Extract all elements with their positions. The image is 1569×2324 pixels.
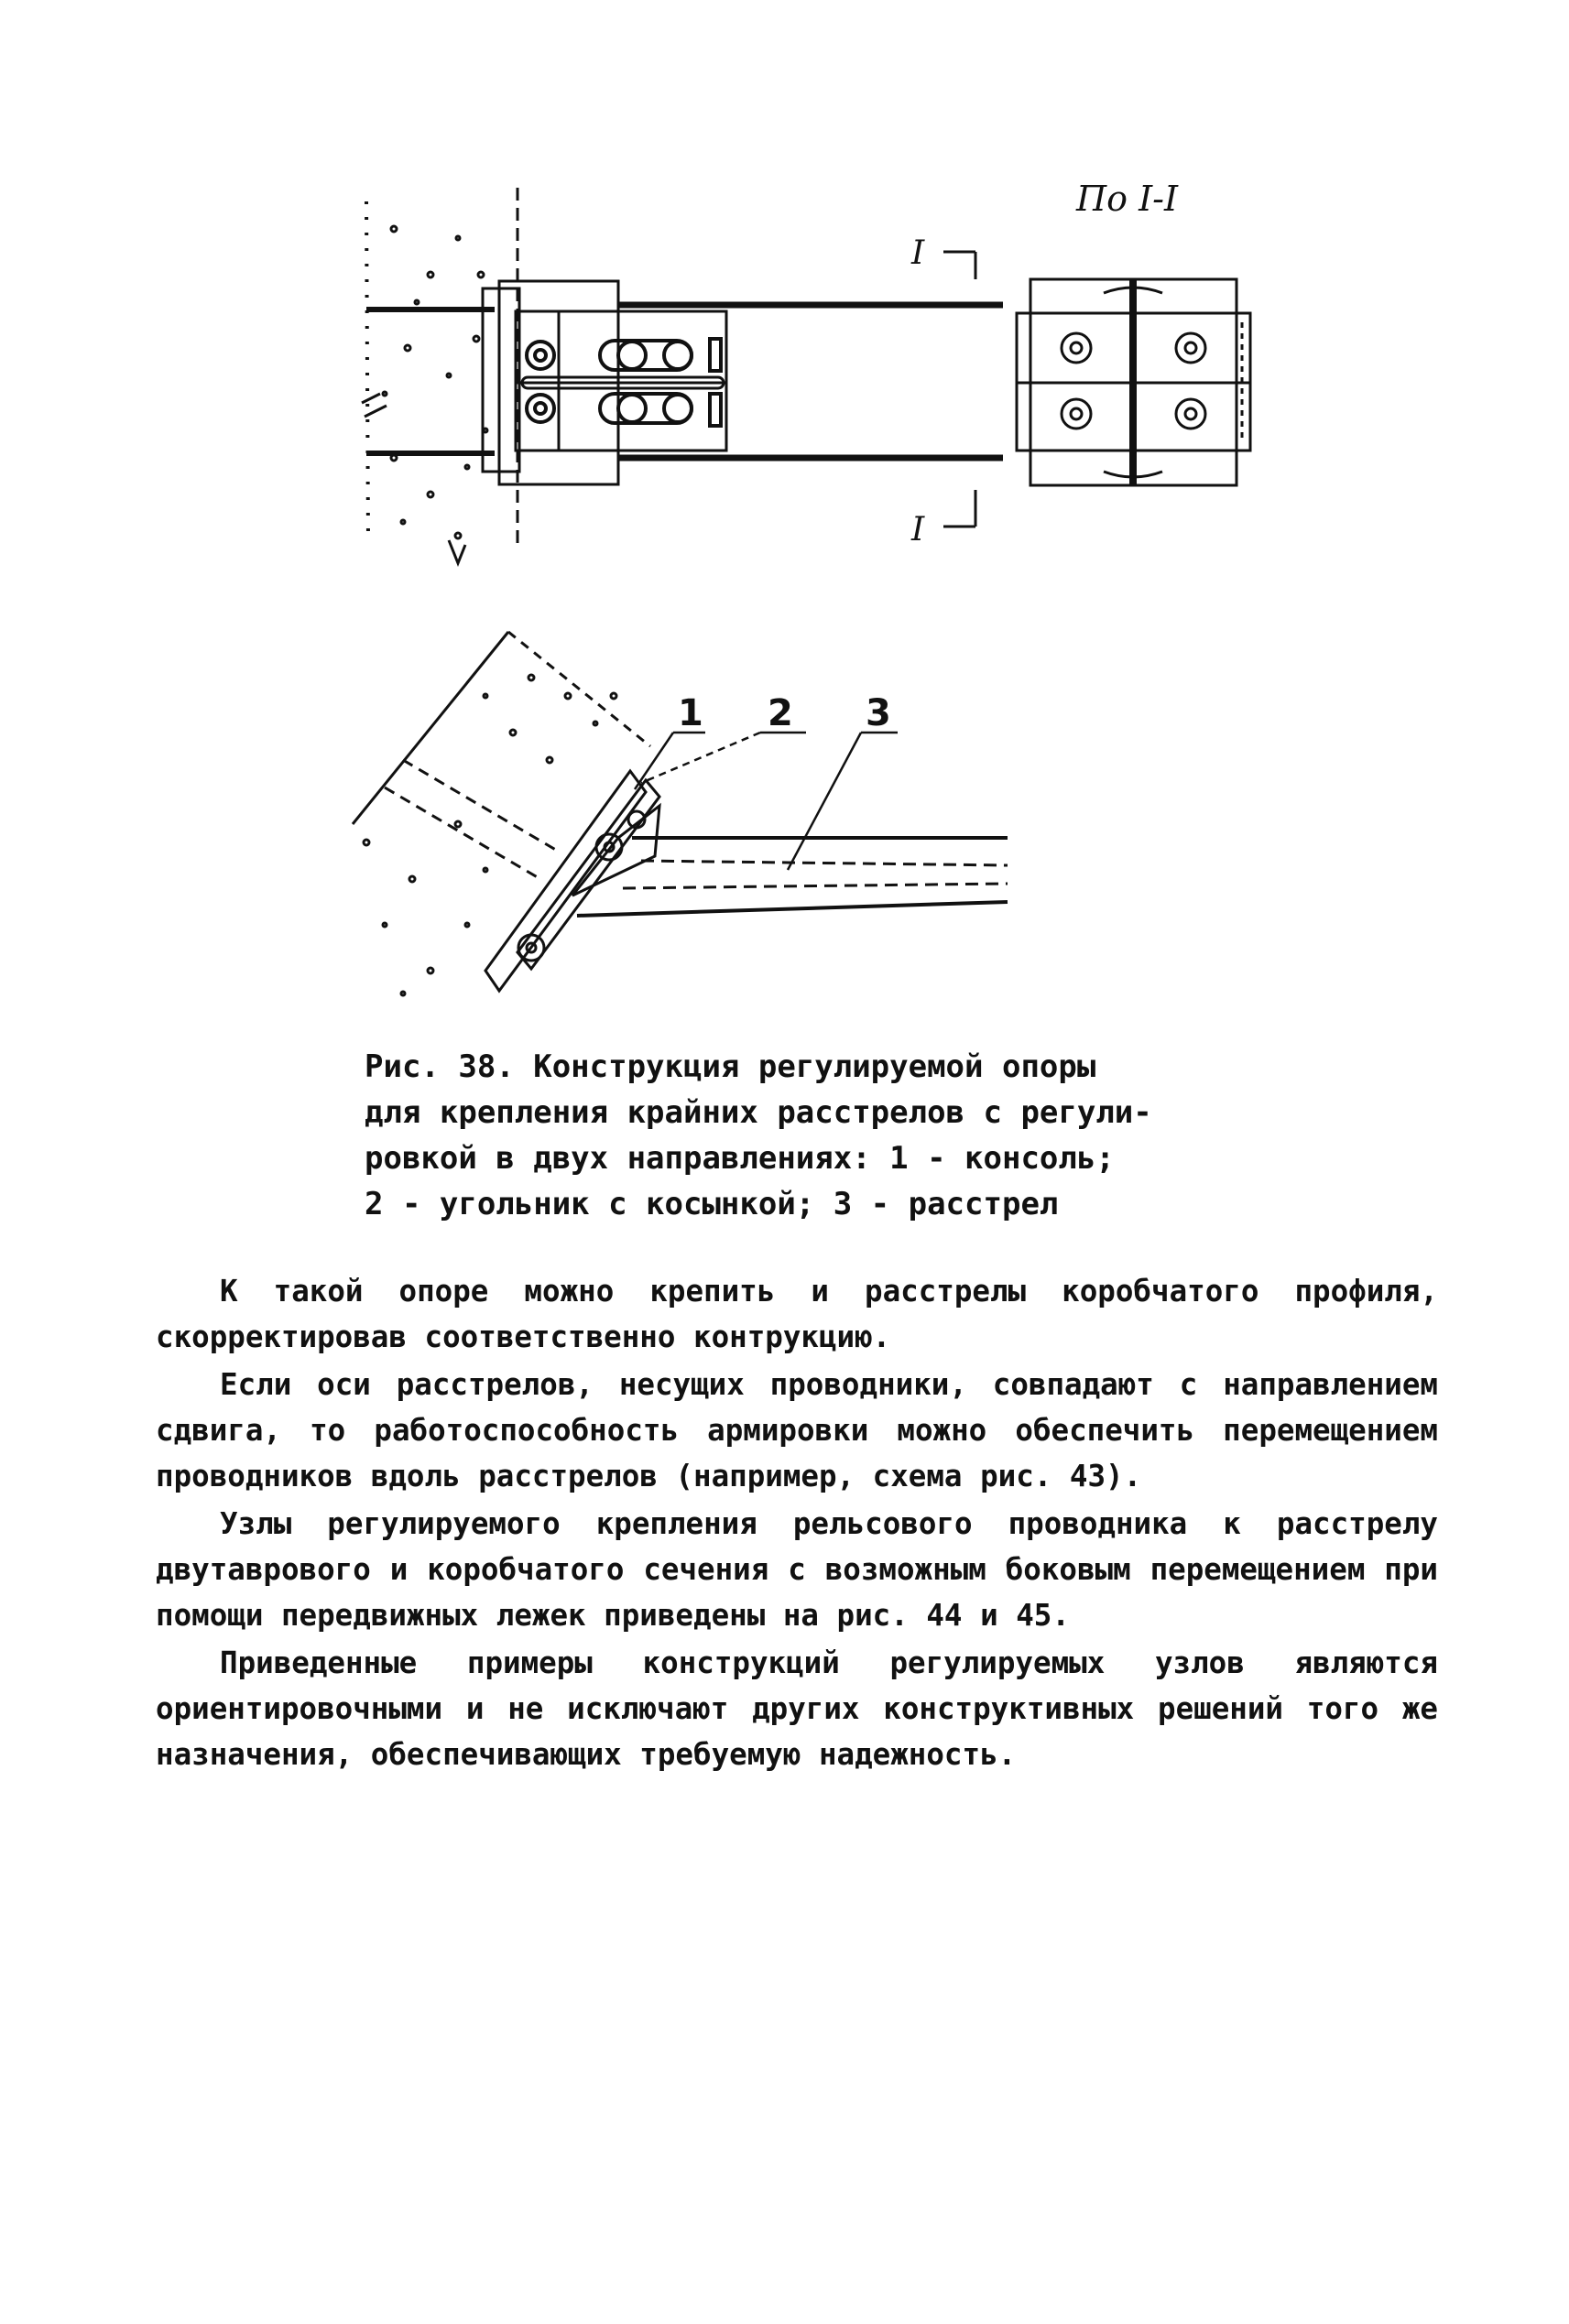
paragraph: К такой опоре можно крепить и расстрелы коробчатого профиля, скорректировав соответственно контрукцию. bbox=[156, 1274, 1438, 1354]
caption-line: ровкой в двух направлениях: 1 - консоль; bbox=[365, 1140, 1115, 1177]
paragraph: Приведенные примеры конструкций регулируемых узлов являются ориентировочными и не исключают других конструктивных решений того же назначения, обеспечивающих требуемую надежность. bbox=[156, 1645, 1438, 1772]
callout-3: 3 bbox=[866, 692, 891, 734]
paragraph: Узлы регулируемого крепления рельсового проводника к расстрелу двутаврового и коробчатого сечения с возможным боковым перемещением при помощи передвижных лежек приведены на рис. 44 и 45. bbox=[156, 1506, 1438, 1633]
paragraph: Если оси расстрелов, несущих проводники, совпадают с направлением сдвига, то работоспособность армировки можно обеспечить перемещением проводников вдоль расстрелов (например, схема рис. 43). bbox=[156, 1367, 1438, 1493]
cut-label-top: I bbox=[911, 234, 925, 272]
angled-view-beam bbox=[577, 838, 1008, 916]
caption-line: Рис. 38. Конструкция регулируемой опоры bbox=[365, 1048, 1096, 1085]
section-title-label: По I-I bbox=[1076, 179, 1178, 219]
section-cut-markers bbox=[943, 252, 975, 527]
section-view bbox=[1017, 279, 1250, 485]
caption-line: для крепления крайних расстрелов с регули- bbox=[365, 1094, 1152, 1131]
body-text bbox=[156, 1268, 1438, 1779]
figure-caption bbox=[365, 1044, 1262, 1227]
concrete-wall-top bbox=[362, 188, 518, 563]
callout-2: 2 bbox=[768, 692, 793, 734]
cut-label-bottom: I bbox=[911, 511, 925, 548]
callout-1: 1 bbox=[678, 692, 703, 734]
figure-drawing bbox=[0, 0, 1569, 1099]
callout-leaders bbox=[635, 733, 898, 870]
caption-line: 2 - угольник с косынкой; 3 - расстрел bbox=[365, 1186, 1059, 1222]
angled-view-wall bbox=[353, 632, 650, 995]
bracket-plan-view bbox=[483, 281, 1003, 484]
angled-view-bracket bbox=[485, 771, 659, 991]
